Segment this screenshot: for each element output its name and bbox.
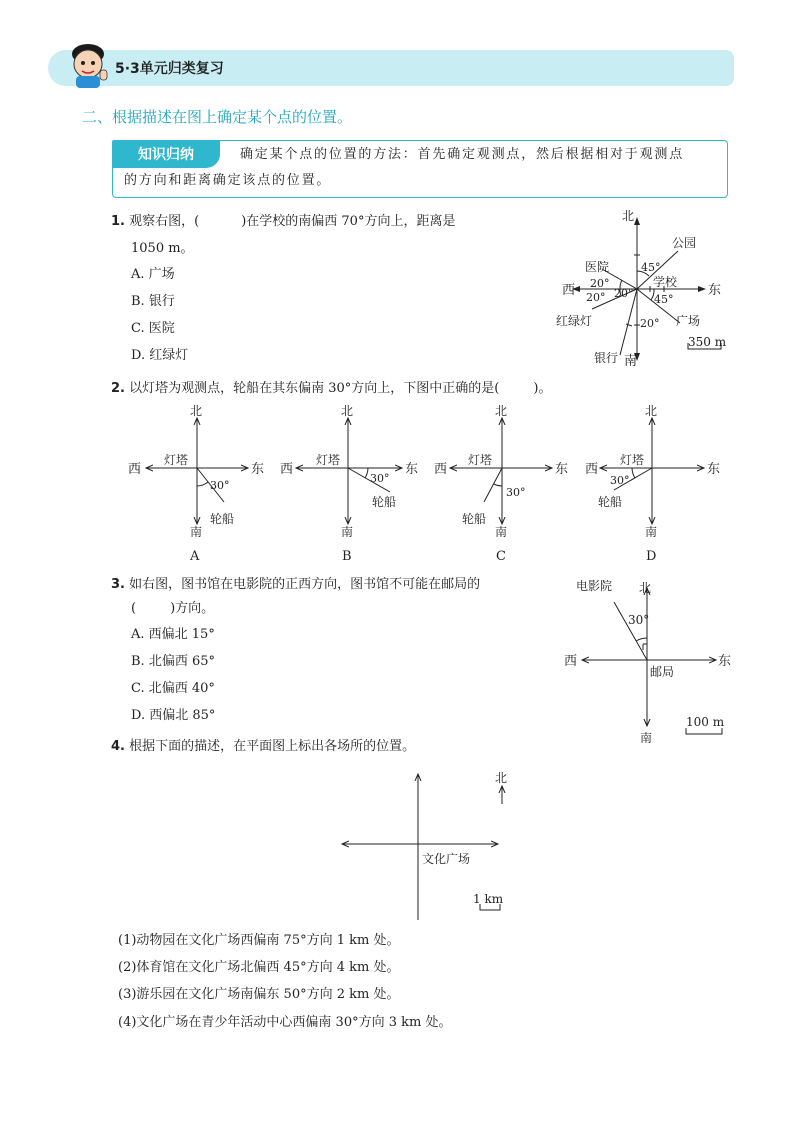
- q2-stem: 2. 以灯塔为观测点，轮船在其东偏南 30°方向上，下图中正确的是( )。: [111, 381, 552, 396]
- q2-letter-c: C: [496, 549, 506, 564]
- q3-east-label: 东: [718, 654, 732, 669]
- q2-letter-b: B: [342, 549, 352, 564]
- q3-stem-cont: ( )方向。: [131, 601, 215, 616]
- q2-diagram-d[interactable]: [585, 404, 720, 564]
- q4-number: 4.: [111, 739, 125, 754]
- q1-angle-hospital: 20°: [590, 277, 610, 290]
- q1-south-label: 南: [624, 354, 638, 369]
- svg-text:西: 西: [280, 462, 294, 477]
- svg-text:灯塔: 灯塔: [316, 453, 341, 467]
- svg-text:30°: 30°: [610, 474, 630, 487]
- svg-text:东: 东: [555, 462, 569, 477]
- q4-item-3: (3)游乐园在文化广场南偏东 50°方向 2 km 处。: [118, 987, 400, 1002]
- svg-text:西: 西: [434, 462, 448, 477]
- svg-text:东: 东: [707, 462, 721, 477]
- svg-text:30°: 30°: [370, 472, 390, 485]
- svg-text:东: 东: [251, 462, 265, 477]
- svg-text:北: 北: [495, 404, 508, 418]
- q3-north-label: 北: [639, 581, 652, 595]
- svg-text:北: 北: [341, 404, 354, 418]
- q4-north-label: 北: [495, 771, 508, 785]
- q4-item-4: (4)文化广场在青少年活动中心西偏南 30°方向 3 km 处。: [118, 1015, 452, 1030]
- q3-option-d[interactable]: D. 西偏北 85°: [131, 708, 216, 723]
- q1-west-label: 西: [562, 283, 576, 298]
- q1-angle-west-a: 20°: [586, 291, 606, 304]
- q4-item-2: (2)体育馆在文化广场北偏西 45°方向 4 km 处。: [118, 960, 400, 975]
- knowledge-badge: 知识归纳: [112, 140, 220, 168]
- q3-number: 3.: [111, 577, 125, 592]
- svg-text:灯塔: 灯塔: [164, 453, 189, 467]
- q1-square-label: 广场: [676, 314, 701, 328]
- svg-text:灯塔: 灯塔: [620, 453, 645, 467]
- q1-option-d[interactable]: D. 红绿灯: [131, 348, 189, 363]
- q1-stem-cont: 1050 m。: [131, 241, 194, 256]
- q4-plan-map[interactable]: [330, 760, 530, 930]
- svg-text:轮船: 轮船: [598, 495, 623, 509]
- page-title: 5·3单元归类复习: [115, 61, 224, 77]
- q2-diagram-c[interactable]: [434, 404, 568, 564]
- q3-option-c[interactable]: C. 北偏西 40°: [131, 681, 215, 696]
- q1-option-c[interactable]: C. 医院: [131, 321, 175, 336]
- q3-west-label: 西: [564, 654, 578, 669]
- q4-stem: 4. 根据下面的描述，在平面图上标出各场所的位置。: [111, 739, 416, 754]
- q3-option-a[interactable]: A. 西偏北 15°: [131, 627, 215, 642]
- q1-angle-square-b: 20°: [640, 317, 660, 330]
- q4-item-1: (1)动物园在文化广场西偏南 75°方向 1 km 处。: [118, 933, 400, 948]
- svg-text:灯塔: 灯塔: [468, 453, 493, 467]
- q1-stem: 1. 观察右图，( )在学校的南偏西 70°方向上，距离是: [111, 214, 456, 229]
- svg-text:北: 北: [190, 404, 203, 418]
- q2-letter-d: D: [646, 549, 657, 564]
- q1-angle-square-a: 45°: [654, 293, 674, 306]
- svg-text:西: 西: [585, 462, 599, 477]
- q2-diagram-a[interactable]: [128, 404, 264, 564]
- q1-center-label: 学校: [653, 275, 678, 289]
- q3-angle-label: 30°: [628, 613, 650, 627]
- svg-text:30°: 30°: [210, 479, 230, 492]
- svg-text:南: 南: [341, 525, 354, 539]
- q2-number: 2.: [111, 381, 125, 396]
- svg-text:西: 西: [128, 462, 142, 477]
- q1-angle-park: 45°: [641, 261, 661, 274]
- q3-stem: 3. 如右图，图书馆在电影院的正西方向，图书馆不可能在邮局的: [111, 577, 481, 592]
- q2-diagram-b[interactable]: [280, 404, 418, 564]
- q1-traffic-light-label: 红绿灯: [556, 314, 593, 328]
- q1-north-label: 北: [621, 209, 634, 223]
- q3-scale-label: 100 m: [686, 715, 725, 729]
- svg-text:南: 南: [645, 525, 658, 539]
- svg-text:轮船: 轮船: [210, 512, 235, 526]
- svg-text:南: 南: [495, 525, 508, 539]
- q1-east-label: 东: [708, 283, 722, 298]
- knowledge-line-2: 的方向和距离确定该点的位置。: [124, 173, 332, 188]
- q1-number: 1.: [111, 214, 125, 229]
- q1-park-label: 公园: [672, 236, 697, 250]
- svg-text:轮船: 轮船: [462, 512, 487, 526]
- q1-scale-label: 350 m: [688, 335, 727, 349]
- q1-option-a[interactable]: A. 广场: [131, 267, 175, 282]
- q1-bank-label: 银行: [594, 351, 619, 365]
- q1-diagram: [550, 205, 750, 380]
- q3-cinema-label: 电影院: [576, 579, 613, 593]
- svg-text:轮船: 轮船: [372, 495, 397, 509]
- q4-center-label: 文化广场: [422, 852, 471, 866]
- q1-hospital-label: 医院: [585, 260, 610, 274]
- svg-text:东: 东: [405, 462, 419, 477]
- svg-text:南: 南: [190, 525, 203, 539]
- q3-diagram: [556, 572, 746, 747]
- q2-letter-a: A: [190, 549, 200, 564]
- mascot-icon: [66, 40, 112, 88]
- q3-south-label: 南: [640, 731, 653, 745]
- q3-post-label: 邮局: [650, 665, 675, 679]
- q1-option-b[interactable]: B. 银行: [131, 294, 175, 309]
- knowledge-line-1: 确定某个点的位置的方法：首先确定观测点，然后根据相对于观测点: [240, 147, 685, 162]
- q4-scale-label: 1 km: [473, 892, 504, 906]
- q1-angle-west-b: 20°: [614, 287, 634, 300]
- q2-diagrams: [120, 402, 740, 572]
- section-heading: 二、根据描述在图上确定某个点的位置。: [82, 108, 353, 126]
- svg-text:30°: 30°: [506, 486, 526, 499]
- svg-text:北: 北: [645, 404, 658, 418]
- q3-option-b[interactable]: B. 北偏西 65°: [131, 654, 215, 669]
